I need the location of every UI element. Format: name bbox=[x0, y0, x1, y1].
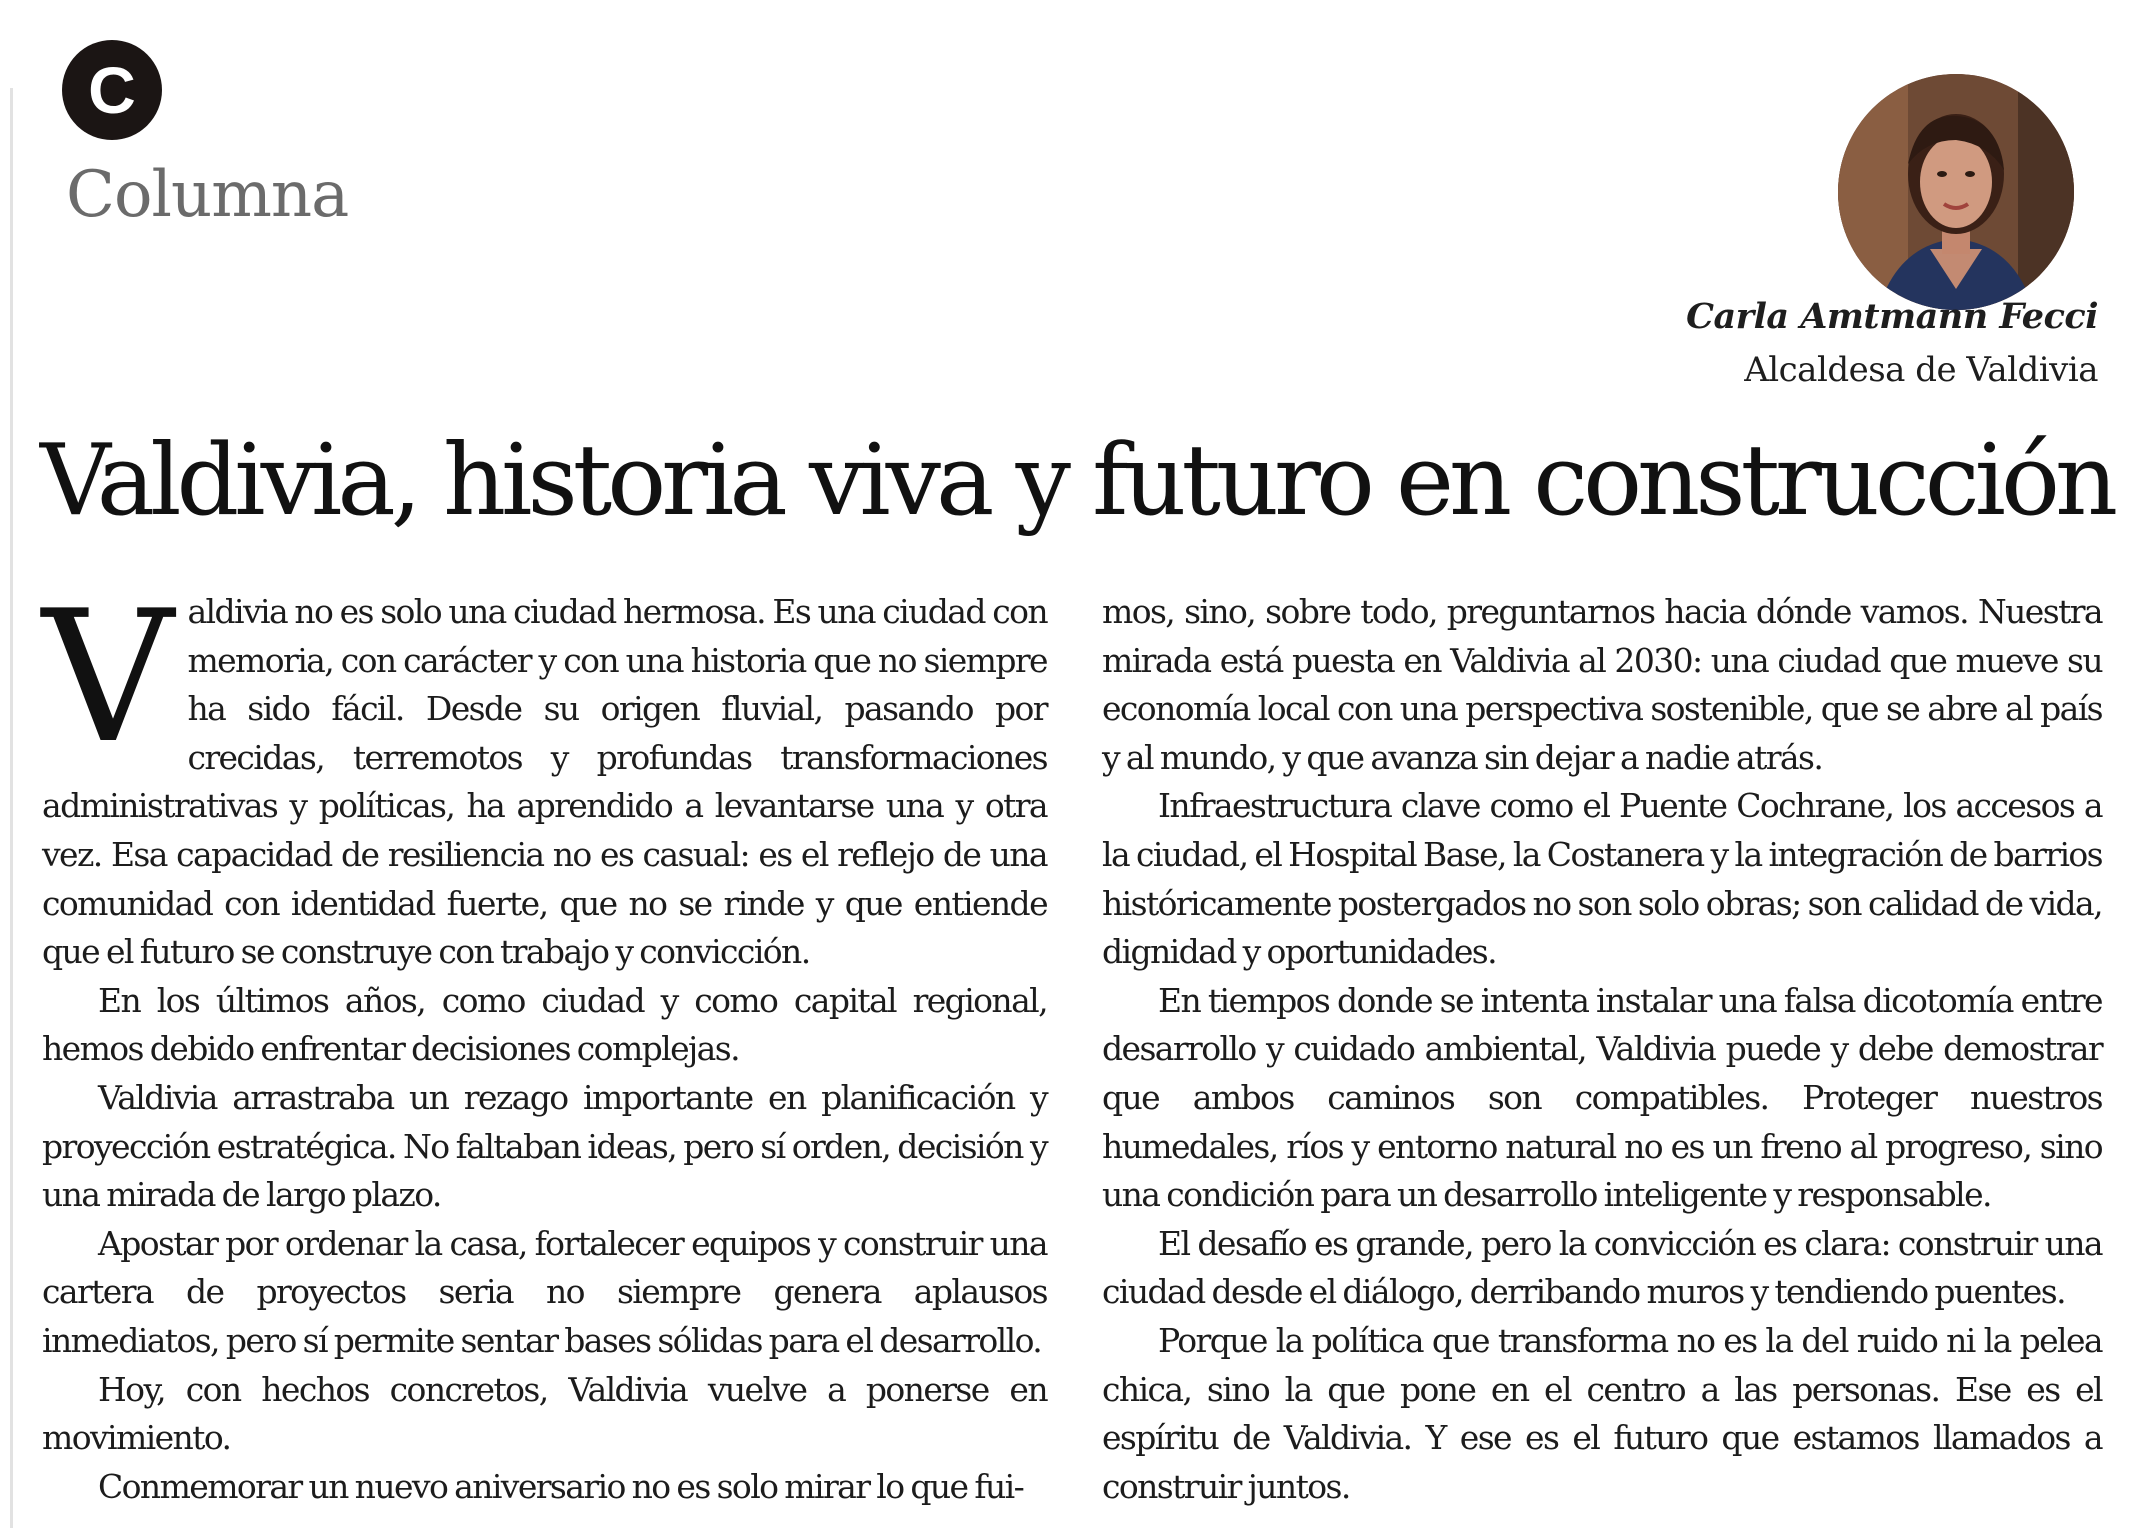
paragraph: En los últimos años, como ciudad y como capital regional, hemos debido enfrentar decisiones complejas. bbox=[42, 980, 1047, 1069]
section-badge: C bbox=[62, 40, 162, 140]
author-name: Carla Amtmann Fecci bbox=[1686, 296, 2098, 337]
section-label: Columna bbox=[66, 158, 349, 232]
paragraph: El desafío es grande, pero la convicción es clara: construir una ciudad desde el diálogo, derribando muros y tendiendo puentes. bbox=[1102, 1223, 2102, 1312]
paragraph: Infraestructura clave como el Puente Cochrane, los accesos a la ciudad, el Hospital Base, la Costanera y la integración de barrios históricamente postergados no son solo obras; son calidad de vida, dignidad y oportunidades. bbox=[1102, 786, 2102, 972]
page-left-rule bbox=[10, 88, 13, 1528]
paragraph: Hoy, con hechos concretos, Valdivia vuelve a ponerse en movimiento. bbox=[42, 1369, 1047, 1458]
portrait-photo-icon bbox=[1838, 74, 2074, 310]
paragraph: En tiempos donde se intenta instalar una falsa dicotomía entre desarrollo y cuidado ambiental, Valdivia puede y debe demostrar que ambos caminos son compatibles. Proteger nuestros humedales, ríos y entorno natural no es un freno al progreso, sino una condición para un desarrollo inteligente y responsable. bbox=[1102, 980, 2102, 1215]
article-column-left bbox=[42, 571, 1047, 1511]
paragraph: Valdivia no es solo una ciudad hermosa. Es una ciudad con memoria, con carácter y con una historia que no siempre ha sido fácil. Desde su origen fluvial, pasando por crecidas, terremotos y profundas transformaciones administrativas y políticas, ha aprendido a levantarse una y otra vez. Esa capacidad de resiliencia no es casual: es el reflejo de una comunidad con identidad fuerte, que no se rinde y que entiende que el futuro se construye con trabajo y convicción. bbox=[42, 571, 1047, 972]
paragraph: mos, sino, sobre todo, preguntarnos hacia dónde vamos. Nuestra mirada está puesta en Valdivia al 2030: una ciudad que mueve su economía local con una perspectiva sostenible, que se abre al país y al mundo, y que avanza sin dejar a nadie atrás. bbox=[1102, 592, 2102, 777]
paragraph: Apostar por ordenar la casa, fortalecer equipos y construir una cartera de proyectos seria no siempre genera aplausos inmediatos, pero sí permite sentar bases sólidas para el desarrollo. bbox=[42, 1223, 1047, 1360]
author-role: Alcaldesa de Valdivia bbox=[1744, 350, 2098, 390]
article-headline: Valdivia, historia viva y futuro en construcción bbox=[40, 424, 2114, 538]
paragraph: Valdivia arrastraba un rezago importante en planificación y proyección estratégica. No faltaban ideas, pero sí orden, decisión y una mirada de largo plazo. bbox=[42, 1077, 1047, 1215]
drop-cap: V bbox=[42, 571, 174, 783]
author-photo bbox=[1838, 74, 2074, 310]
paragraph: Porque la política que transforma no es la del ruido ni la pelea chica, sino la que pone en el centro a las personas. Ese es el espíritu de Valdivia. Y ese es el futuro que estamos llamados a construir juntos. bbox=[1102, 1320, 2102, 1506]
paragraph: Conmemorar un nuevo aniversario no es solo mirar lo que fui- bbox=[98, 1466, 1024, 1506]
article-column-right bbox=[1102, 588, 2102, 1511]
